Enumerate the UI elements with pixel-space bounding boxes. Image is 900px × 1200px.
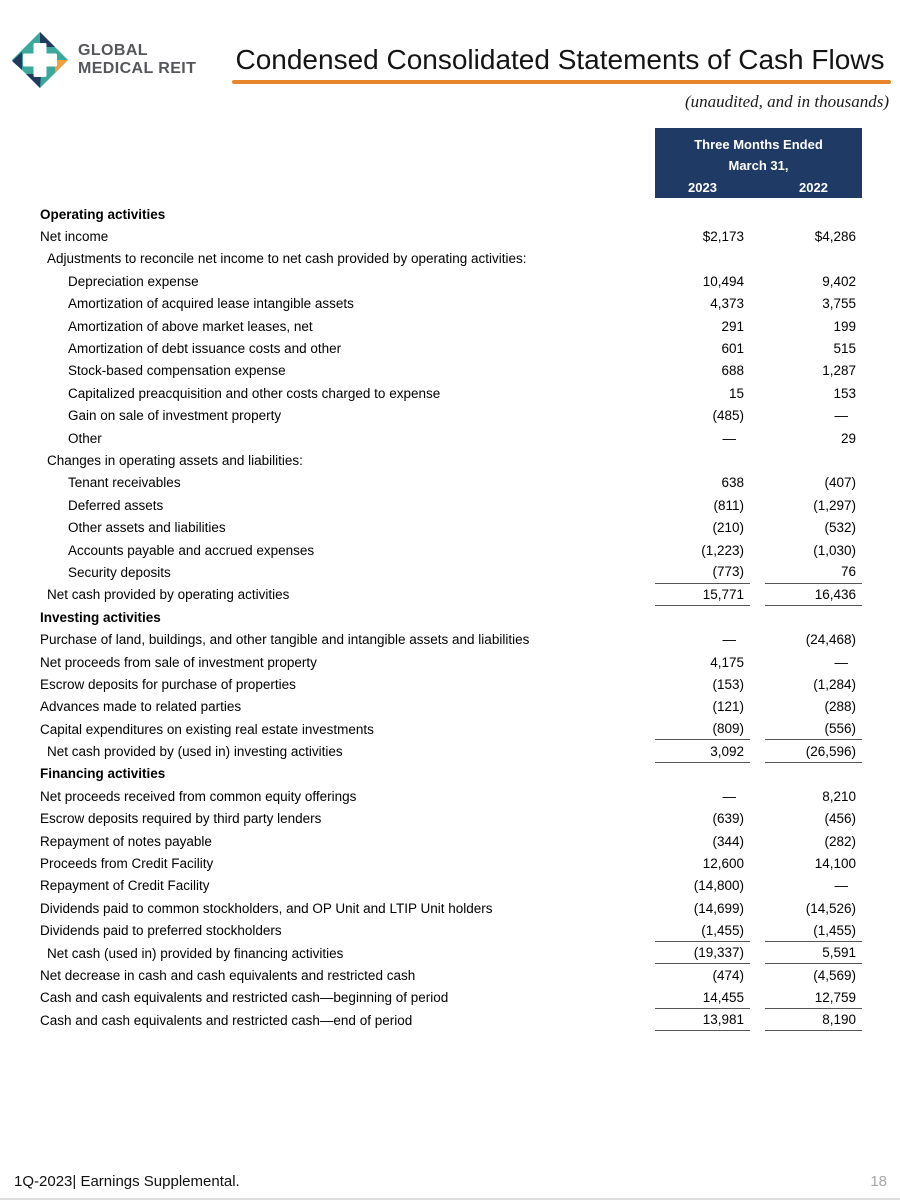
value-2022: 14,100 <box>814 856 856 872</box>
table-row <box>40 315 862 337</box>
footer-label: 1Q-2023| Earnings Supplemental. <box>14 1173 240 1190</box>
value-2022: 29 <box>840 430 856 446</box>
table-row <box>40 1009 862 1031</box>
value-2023: 10,494 <box>702 273 744 289</box>
value-2023: (153) <box>712 676 744 692</box>
table-row <box>40 225 862 247</box>
value-2022: $4,286 <box>814 229 856 245</box>
period-line1: Three Months Ended <box>694 137 823 152</box>
brand-text <box>78 42 196 78</box>
row-label: Investing activities <box>40 609 161 625</box>
row-label: Cash and cash equivalents and restricted cash—end of period <box>40 1012 413 1028</box>
table-row <box>40 382 862 404</box>
brand-line2: MEDICAL REIT <box>78 60 197 77</box>
row-label: Operating activities <box>40 206 166 222</box>
table-column-header <box>655 128 862 198</box>
table-row <box>40 203 862 225</box>
value-2022 <box>765 248 862 270</box>
table-row <box>40 696 862 718</box>
value-2022: 9,402 <box>822 273 856 289</box>
value-2022: — <box>834 878 848 894</box>
value-2023: 3,092 <box>655 740 750 762</box>
row-label: Capital expenditures on existing real estate investments <box>40 721 374 737</box>
value-2023 <box>655 606 750 628</box>
row-label: Gain on sale of investment property <box>68 408 282 424</box>
row-label: Advances made to related parties <box>40 699 242 715</box>
row-label: Net cash provided by operating activities <box>47 587 290 603</box>
value-2023: (14,800) <box>693 878 744 894</box>
row-label: Repayment of notes payable <box>40 833 212 849</box>
table-row <box>40 718 862 740</box>
value-2023: (811) <box>713 497 744 513</box>
value-2022: 3,755 <box>822 296 856 312</box>
value-2022: 76 <box>765 561 862 583</box>
row-label: Net income <box>40 229 109 245</box>
table-row <box>40 987 862 1009</box>
value-2022: 8,210 <box>822 788 856 804</box>
value-2023: (344) <box>712 833 744 849</box>
row-label: Adjustments to reconcile net income to net cash provided by operating activities: <box>47 251 527 267</box>
row-label: Amortization of above market leases, net <box>68 318 313 334</box>
value-2023: 601 <box>721 341 744 357</box>
row-label: Dividends paid to preferred stockholders <box>40 923 282 939</box>
table-row <box>40 740 862 762</box>
page-title: Condensed Consolidated Statements of Cash Flows <box>235 44 885 75</box>
row-label: Net proceeds received from common equity offerings <box>40 788 357 804</box>
table-row <box>40 920 862 942</box>
row-label: Amortization of acquired lease intangible assets <box>68 296 354 312</box>
table-row <box>40 539 862 561</box>
row-label: Escrow deposits for purchase of properties <box>40 676 296 692</box>
value-2022: — <box>834 408 848 424</box>
brand-line1: GLOBAL <box>78 42 148 60</box>
value-2023: 4,175 <box>710 654 744 670</box>
company-logo <box>10 30 196 90</box>
row-label: Net decrease in cash and cash equivalents and restricted cash <box>40 967 416 983</box>
row-label: Stock-based compensation expense <box>68 363 286 379</box>
row-label: Dividends paid to common stockholders, and OP Unit and LTIP Unit holders <box>40 900 493 916</box>
value-2022: 153 <box>833 385 856 401</box>
title-underline <box>232 80 891 84</box>
table-row <box>40 763 862 785</box>
table-row <box>40 673 862 695</box>
value-2023 <box>655 449 750 471</box>
table-row <box>40 964 862 986</box>
table-row <box>40 628 862 650</box>
value-2022: (24,468) <box>805 632 856 648</box>
table-row <box>40 360 862 382</box>
value-2023: 638 <box>721 475 744 491</box>
value-2022: (282) <box>824 833 856 849</box>
value-2023: (1,455) <box>655 920 750 942</box>
value-2023: (639) <box>712 811 744 827</box>
value-2023: (809) <box>655 718 750 740</box>
table-row <box>40 248 862 270</box>
subtitle: (unaudited, and in thousands) <box>685 92 889 111</box>
value-2022: 199 <box>833 318 856 334</box>
row-label: Cash and cash equivalents and restricted cash—beginning of period <box>40 990 449 1006</box>
value-2022: (1,455) <box>765 920 862 942</box>
value-2022: (4,569) <box>813 967 856 983</box>
value-2023: (474) <box>712 967 744 983</box>
value-2022: (407) <box>824 475 856 491</box>
value-2023: 12,600 <box>702 856 744 872</box>
value-2023: — <box>722 632 736 648</box>
row-label: Net cash (used in) provided by financing activities <box>47 945 344 961</box>
table-row <box>40 427 862 449</box>
table-row <box>40 405 862 427</box>
value-2022: 5,591 <box>765 942 862 964</box>
table-row <box>40 651 862 673</box>
page-number: 18 <box>870 1173 887 1190</box>
row-label: Escrow deposits required by third party lenders <box>40 811 322 827</box>
cash-flow-table <box>40 203 862 1031</box>
value-2023: — <box>722 788 736 804</box>
row-label: Proceeds from Credit Facility <box>40 856 214 872</box>
table-row <box>40 852 862 874</box>
value-2022 <box>765 449 862 471</box>
value-2023: 291 <box>721 318 744 334</box>
row-label: Tenant receivables <box>68 475 181 491</box>
table-row <box>40 516 862 538</box>
table-row <box>40 449 862 471</box>
value-2022: 12,759 <box>765 987 862 1009</box>
value-2022: 1,287 <box>822 363 856 379</box>
row-label: Other assets and liabilities <box>68 520 226 536</box>
row-label: Capitalized preacquisition and other costs charged to expense <box>68 385 441 401</box>
value-2023: 15 <box>728 385 744 401</box>
row-label: Financing activities <box>40 766 166 782</box>
table-row <box>40 561 862 583</box>
value-2023: 15,771 <box>655 584 750 606</box>
row-label: Amortization of debt issuance costs and other <box>68 341 342 357</box>
value-2023: (485) <box>712 408 744 424</box>
value-2023: $2,173 <box>702 229 744 245</box>
value-2023: 4,373 <box>710 296 744 312</box>
row-label: Accounts payable and accrued expenses <box>68 542 315 558</box>
table-row <box>40 942 862 964</box>
table-row <box>40 337 862 359</box>
value-2022: (456) <box>824 811 856 827</box>
value-2022: (1,030) <box>813 542 856 558</box>
value-2023: (19,337) <box>655 942 750 964</box>
value-2023: (773) <box>655 561 750 583</box>
value-2022 <box>765 606 862 628</box>
table-row <box>40 606 862 628</box>
value-2023: — <box>722 430 736 446</box>
value-2022: (532) <box>824 520 856 536</box>
row-label: Other <box>68 430 102 446</box>
table-row <box>40 897 862 919</box>
row-label: Depreciation expense <box>68 273 199 289</box>
table-row <box>40 584 862 606</box>
value-2022: (14,526) <box>805 900 856 916</box>
row-label: Purchase of land, buildings, and other tangible and intangible assets and liabilities <box>40 632 530 648</box>
value-2022: 8,190 <box>765 1009 862 1031</box>
table-row <box>40 270 862 292</box>
value-2022: (288) <box>824 699 856 715</box>
value-2023: 688 <box>721 363 744 379</box>
period-line2: March 31, <box>728 158 789 173</box>
row-label: Repayment of Credit Facility <box>40 878 210 894</box>
table-row <box>40 785 862 807</box>
table-row <box>40 830 862 852</box>
year-2023-header: 2023 <box>688 180 717 195</box>
value-2022: (1,297) <box>813 497 856 513</box>
table-row <box>40 875 862 897</box>
row-label: Security deposits <box>68 564 171 580</box>
row-label: Net proceeds from sale of investment property <box>40 654 317 670</box>
value-2022: 16,436 <box>765 584 862 606</box>
value-2023: (1,223) <box>701 542 744 558</box>
value-2023: (210) <box>712 520 744 536</box>
value-2022: — <box>834 654 848 670</box>
table-row <box>40 808 862 830</box>
value-2023: (14,699) <box>693 900 744 916</box>
table-row <box>40 472 862 494</box>
value-2023: 13,981 <box>655 1009 750 1031</box>
value-2022: (26,596) <box>765 740 862 762</box>
value-2023: (121) <box>712 699 744 715</box>
row-label: Deferred assets <box>68 497 164 513</box>
row-label: Net cash provided by (used in) investing activities <box>47 744 343 760</box>
table-row <box>40 494 862 516</box>
value-2023: 14,455 <box>655 987 750 1009</box>
year-2022-header: 2022 <box>799 180 828 195</box>
value-2022: (1,284) <box>813 676 856 692</box>
value-2022: (556) <box>765 718 862 740</box>
value-2022 <box>765 203 862 225</box>
medical-cross-logo-icon <box>10 30 70 90</box>
value-2023 <box>655 248 750 270</box>
row-label: Changes in operating assets and liabilities: <box>47 452 303 468</box>
value-2023 <box>655 203 750 225</box>
value-2023 <box>655 763 750 785</box>
value-2022 <box>765 763 862 785</box>
table-row <box>40 293 862 315</box>
value-2022: 515 <box>833 341 856 357</box>
year-gap <box>750 180 765 195</box>
